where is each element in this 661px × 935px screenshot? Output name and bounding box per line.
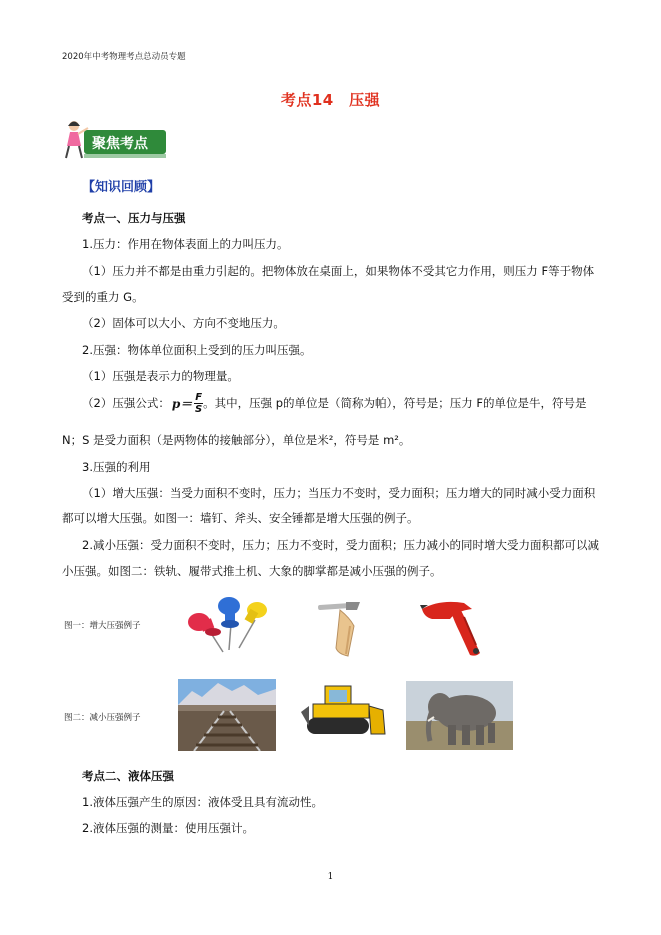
paragraph: （2）固体可以大小、方向不变地压力。 — [82, 316, 285, 330]
paragraph: 都可以增大压强。如图一：墙钉、斧头、安全锤都是增大压强的例子。 — [62, 511, 419, 525]
push-pins-icon — [183, 590, 271, 658]
paragraph: （1）压力并不都是由重力引起的。把物体放在桌面上，如果物体不受其它力作用，则压力 F等于物体 — [82, 264, 595, 278]
railway-track-icon — [178, 679, 276, 751]
bulldozer-image — [297, 682, 387, 742]
paragraph: （1）增大压强：当受力面积不变时，压力；当压力不变时，受力面积；压力增大的同时减小受力面积 — [82, 486, 596, 500]
formula-denominator: S — [195, 404, 203, 415]
elephant-image — [406, 681, 513, 750]
push-pins-image — [183, 590, 271, 658]
paragraph: 1.压力：作用在物体表面上的力叫压力。 — [82, 237, 289, 251]
formula-explanation: 。其中，压强 p的单位是（简称为帕），符号是；压力 F的单位是牛，符号是 — [203, 396, 587, 410]
paragraph: N；S 是受力面积（是两物体的接触部分），单位是米²，符号是 m²。 — [62, 433, 411, 447]
safety-hammer-icon — [418, 595, 494, 659]
section-2-heading: 考点二、液体压强 — [82, 769, 174, 783]
formula-intro: （2）压强公式： — [82, 396, 170, 410]
elephant-icon — [406, 681, 513, 750]
figure-2-caption: 图二：减小压强例子 — [64, 713, 141, 723]
paragraph: 2.压强：物体单位面积上受到的压力叫压强。 — [82, 343, 312, 357]
page-title: 考点14 压强 — [280, 91, 381, 109]
paragraph: 受到的重力 G。 — [62, 290, 144, 304]
page-number: 1 — [327, 872, 334, 882]
focus-banner — [62, 118, 166, 160]
paragraph: 3.压强的利用 — [82, 460, 151, 474]
knowledge-review-heading: 【知识回顾】 — [82, 180, 161, 195]
railway-track-image — [178, 679, 276, 751]
formula-lhs: p＝ — [171, 397, 193, 411]
bulldozer-icon — [297, 682, 387, 742]
axe-icon — [316, 600, 366, 658]
formula-numerator: F — [195, 392, 203, 403]
paragraph: 2.液体压强的测量：使用压强计。 — [82, 821, 254, 835]
banner-label: 聚焦考点 — [92, 136, 148, 152]
paragraph: 小压强。如图二：铁轨、履带式推土机、大象的脚掌都是减小压强的例子。 — [62, 564, 442, 578]
safety-hammer-image — [418, 595, 494, 659]
page-header: 2020年中考物理考点总动员专题 — [62, 52, 186, 62]
paragraph: 1.液体压强产生的原因：液体受且具有流动性。 — [82, 795, 323, 809]
figure-1-caption: 图一：增大压强例子 — [64, 621, 141, 631]
paragraph: （1）压强是表示力的物理量。 — [82, 369, 239, 383]
section-1-heading: 考点一、压力与压强 — [82, 211, 186, 225]
paragraph: 2.减小压强：受力面积不变时，压力；压力不变时，受力面积；压力减小的同时增大受力面积都可以减 — [82, 538, 599, 552]
formula-fraction — [194, 392, 203, 415]
pressure-formula-line — [82, 392, 587, 415]
axe-image — [316, 600, 366, 658]
